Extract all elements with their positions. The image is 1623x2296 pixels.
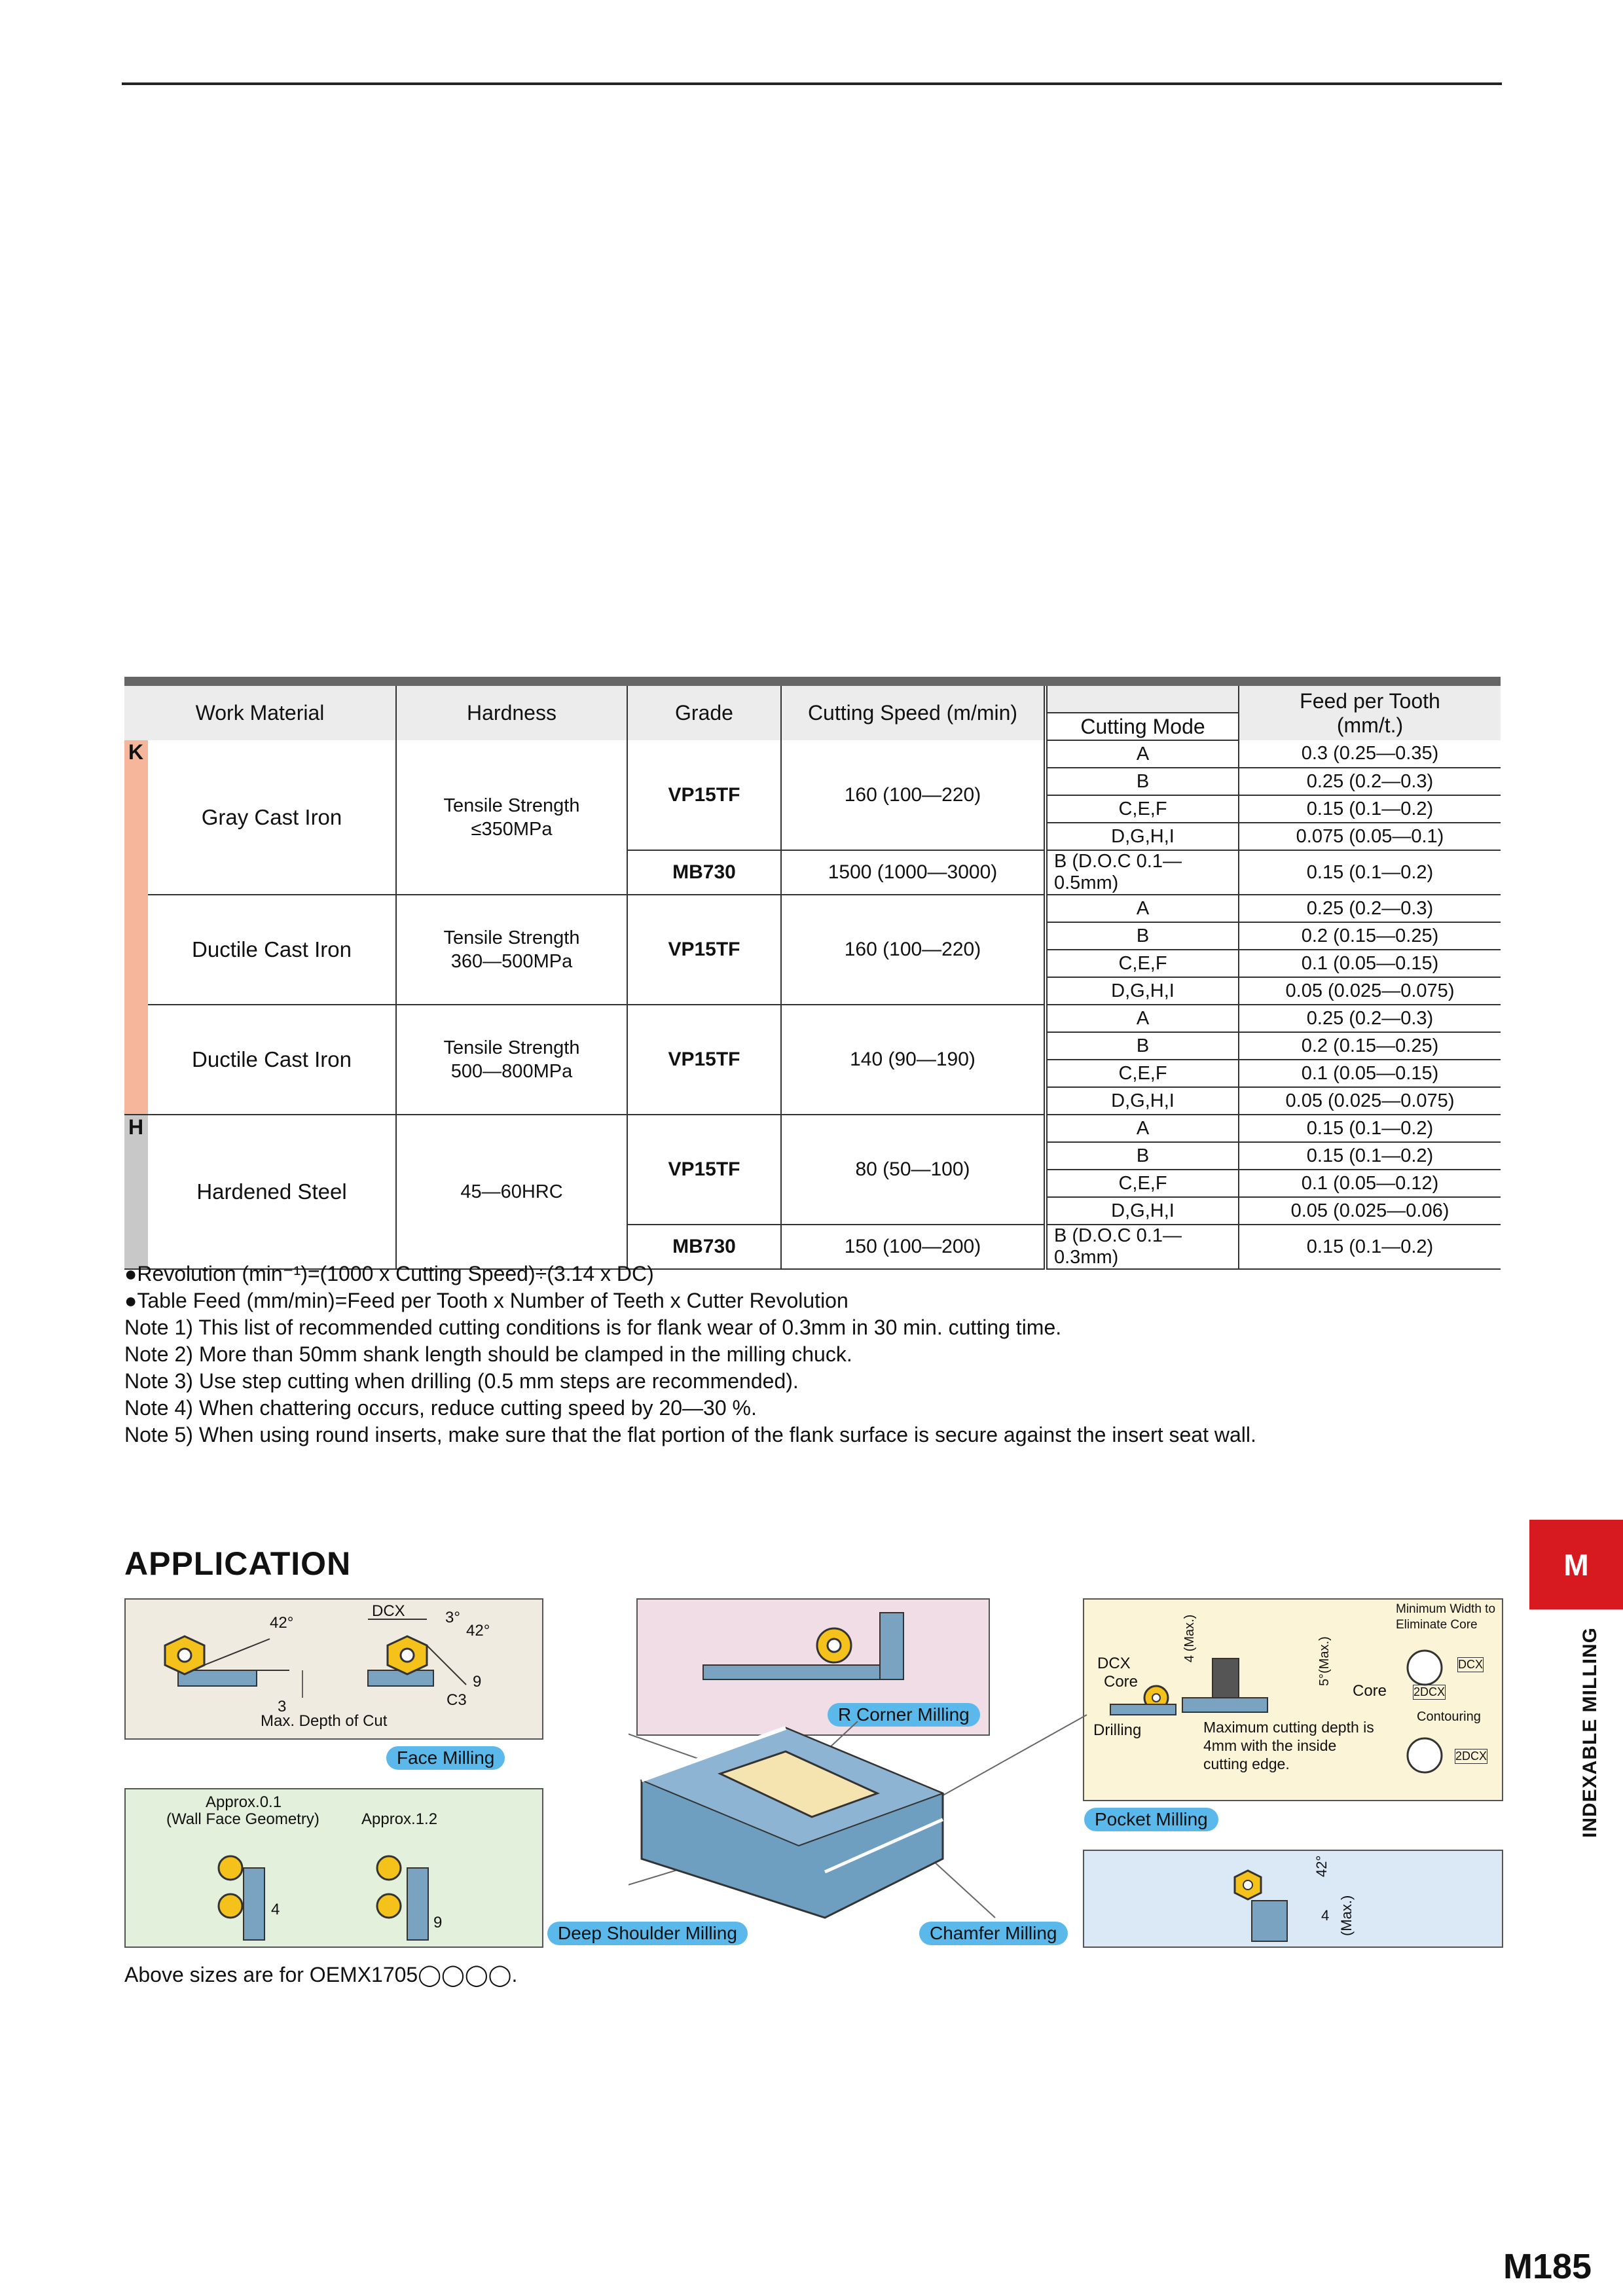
deep-shoulder-label: Deep Shoulder Milling xyxy=(547,1922,748,1945)
mode-cell: D,G,H,I xyxy=(1046,1197,1239,1225)
face-angle-2: 3° xyxy=(445,1609,460,1626)
feed-cell: 0.1 (0.05—0.15) xyxy=(1239,950,1501,977)
grade-cell: VP15TF xyxy=(627,895,781,1005)
shoulder-dim-9: 9 xyxy=(433,1914,443,1931)
shoulder-dim-4: 4 xyxy=(271,1901,280,1918)
group-h-label: H xyxy=(124,1115,148,1269)
header-work-material: Work Material xyxy=(124,681,396,740)
chamfer-max: (Max.) xyxy=(1338,1895,1355,1936)
deep-shoulder-box xyxy=(124,1788,543,1948)
speed-cell: 140 (90—190) xyxy=(781,1005,1046,1115)
speed-cell: 80 (50—100) xyxy=(781,1115,1046,1225)
pocket-core: Core xyxy=(1104,1673,1139,1691)
pocket-max-5: 5°(Max.) xyxy=(1317,1636,1332,1686)
pocket-core-2: Core xyxy=(1353,1682,1387,1700)
feed-cell: 0.15 (0.1—0.2) xyxy=(1239,1115,1501,1142)
grade-cell: VP15TF xyxy=(627,740,781,850)
pocket-max-4: 4 (Max.) xyxy=(1182,1614,1197,1662)
note-line: Note 5) When using round inserts, make sure that the flat portion of the flank surface is secure against the insert seat wall. xyxy=(124,1423,1256,1446)
feed-cell: 0.15 (0.1—0.2) xyxy=(1239,850,1501,895)
pocket-dcx: DCX xyxy=(1097,1655,1131,1672)
top-rule xyxy=(122,82,1502,85)
feed-cell: 0.25 (0.2—0.3) xyxy=(1239,1005,1501,1032)
pocket-dcx-tag: DCX xyxy=(1458,1658,1484,1671)
pocket-2dcx-2: 2DCX xyxy=(1455,1749,1487,1763)
mode-cell: D,G,H,I xyxy=(1046,977,1239,1005)
feed-cell: 0.05 (0.025—0.075) xyxy=(1239,1087,1501,1115)
mode-cell: C,E,F xyxy=(1046,795,1239,823)
shoulder-approx-01: Approx.0.1 xyxy=(206,1793,282,1811)
chamfer-label: Chamfer Milling xyxy=(919,1922,1068,1945)
material-ductile-cast-iron-2: Ductile Cast Iron xyxy=(148,1005,396,1115)
feed-cell: 0.1 (0.05—0.12) xyxy=(1239,1170,1501,1197)
mode-cell: C,E,F xyxy=(1046,1170,1239,1197)
pocket-desc-1: Maximum cutting depth is xyxy=(1203,1719,1374,1736)
mode-cell: B xyxy=(1046,768,1239,795)
pocket-desc-3: cutting edge. xyxy=(1203,1755,1290,1772)
pocket-milling-box xyxy=(1083,1598,1503,1801)
face-milling-box xyxy=(124,1598,543,1740)
speed-cell: 160 (100—220) xyxy=(781,895,1046,1005)
r-corner-label: R Corner Milling xyxy=(828,1703,980,1727)
note-line: Note 2) More than 50mm shank length should be clamped in the milling chuck. xyxy=(124,1342,852,1366)
notes-block xyxy=(124,1261,1499,1448)
material-hardened-steel: Hardened Steel xyxy=(148,1115,396,1269)
pocket-min-width-1: Minimum Width to xyxy=(1396,1602,1496,1616)
speed-cell: 160 (100—220) xyxy=(781,740,1046,850)
face-c3: C3 xyxy=(447,1691,467,1709)
face-angle-3: 42° xyxy=(466,1622,490,1640)
feed-cell: 0.05 (0.025—0.075) xyxy=(1239,977,1501,1005)
note-line: Note 3) Use step cutting when drilling (0.5 mm steps are recommended). xyxy=(124,1369,799,1393)
feed-cell: 0.25 (0.2—0.3) xyxy=(1239,768,1501,795)
grade-cell: MB730 xyxy=(627,850,781,895)
note-line: ●Table Feed (mm/min)=Feed per Tooth x Number of Teeth x Cutter Revolution xyxy=(124,1289,848,1312)
mode-cell: A xyxy=(1046,740,1239,768)
feed-cell: 0.15 (0.1—0.2) xyxy=(1239,795,1501,823)
mode-cell: B xyxy=(1046,1142,1239,1170)
mode-cell: B (D.O.C 0.1—0.5mm) xyxy=(1046,850,1239,895)
feed-cell: 0.05 (0.025—0.06) xyxy=(1239,1197,1501,1225)
workpiece-illustration xyxy=(629,1702,1113,1964)
mode-cell: A xyxy=(1046,895,1239,922)
header-grade: Grade xyxy=(627,681,781,740)
chamfer-box xyxy=(1083,1850,1503,1948)
chamfer-angle: 42° xyxy=(1313,1855,1330,1877)
header-cutting-mode: Cutting Mode xyxy=(1046,713,1239,740)
hardness-hardened: 45—60HRC xyxy=(396,1115,627,1269)
mode-cell: D,G,H,I xyxy=(1046,823,1239,850)
face-max-depth: Max. Depth of Cut xyxy=(261,1712,388,1730)
speed-cell: 150 (100—200) xyxy=(781,1225,1046,1269)
pocket-2dcx: 2DCX xyxy=(1413,1685,1446,1698)
mode-cell: D,G,H,I xyxy=(1046,1087,1239,1115)
feed-cell: 0.15 (0.1—0.2) xyxy=(1239,1142,1501,1170)
group-k-label: K xyxy=(124,740,148,1115)
note-line: ●Revolution (min⁻¹)=(1000 x Cutting Speed)÷(3.14 x DC) xyxy=(124,1262,654,1285)
header-cutting-speed: Cutting Speed (m/min) xyxy=(781,681,1046,740)
feed-cell: 0.2 (0.15—0.25) xyxy=(1239,1032,1501,1060)
grade-cell: VP15TF xyxy=(627,1005,781,1115)
header-feed-per-tooth: Feed per Tooth (mm/t.) xyxy=(1239,681,1501,740)
application-title: APPLICATION xyxy=(124,1545,352,1582)
chamfer-dim: 4 xyxy=(1321,1907,1330,1924)
pocket-desc-2: 4mm with the inside xyxy=(1203,1737,1337,1754)
mode-cell: B (D.O.C 0.1—0.3mm) xyxy=(1046,1225,1239,1269)
note-line: Note 4) When chattering occurs, reduce cutting speed by 20—30 %. xyxy=(124,1396,757,1420)
speed-cell: 1500 (1000—3000) xyxy=(781,850,1046,895)
page-number: M185 xyxy=(1503,2247,1592,2286)
mode-cell: B xyxy=(1046,922,1239,950)
face-dim-9: 9 xyxy=(473,1673,482,1691)
pocket-drilling: Drilling xyxy=(1093,1721,1142,1739)
hardness-ductile-1: Tensile Strength 360—500MPa xyxy=(396,895,627,1005)
feed-cell: 0.25 (0.2—0.3) xyxy=(1239,895,1501,922)
face-dim-3: 3 xyxy=(278,1698,287,1715)
section-tab-m[interactable]: M xyxy=(1529,1520,1623,1609)
face-angle-1: 42° xyxy=(270,1614,294,1632)
mode-cell: C,E,F xyxy=(1046,950,1239,977)
mode-cell: C,E,F xyxy=(1046,1060,1239,1087)
header-hardness: Hardness xyxy=(396,681,627,740)
feed-cell: 0.075 (0.05—0.1) xyxy=(1239,823,1501,850)
note-line: Note 1) This list of recommended cutting conditions is for flank wear of 0.3mm in 30 min. cutting time. xyxy=(124,1316,1062,1339)
feed-cell: 0.1 (0.05—0.15) xyxy=(1239,1060,1501,1087)
mode-cell: A xyxy=(1046,1115,1239,1142)
pocket-contouring: Contouring xyxy=(1417,1710,1481,1724)
mode-cell: A xyxy=(1046,1005,1239,1032)
face-dcx: DCX xyxy=(372,1602,405,1620)
shoulder-approx-12: Approx.1.2 xyxy=(361,1810,438,1828)
pocket-min-width-2: Eliminate Core xyxy=(1396,1618,1478,1632)
grade-cell: MB730 xyxy=(627,1225,781,1269)
material-gray-cast-iron: Gray Cast Iron xyxy=(148,740,396,895)
feed-cell: 0.3 (0.25—0.35) xyxy=(1239,740,1501,768)
material-ductile-cast-iron: Ductile Cast Iron xyxy=(148,895,396,1005)
hardness-gray: Tensile Strength ≤350MPa xyxy=(396,740,627,895)
sizes-footnote: Above sizes are for OEMX1705◯◯◯◯. xyxy=(124,1963,518,1986)
hardness-ductile-2: Tensile Strength 500—800MPa xyxy=(396,1005,627,1115)
shoulder-wall: (Wall Face Geometry) xyxy=(166,1810,319,1828)
grade-cell: VP15TF xyxy=(627,1115,781,1225)
feed-cell: 0.15 (0.1—0.2) xyxy=(1239,1225,1501,1269)
section-vertical-label: INDEXABLE MILLING xyxy=(1579,1627,1601,1838)
cutting-conditions-table xyxy=(124,677,1501,1270)
pocket-milling-label: Pocket Milling xyxy=(1084,1808,1218,1831)
chamfer-diagram xyxy=(1084,1851,1502,1946)
mode-cell: B xyxy=(1046,1032,1239,1060)
face-milling-label: Face Milling xyxy=(386,1746,505,1770)
feed-cell: 0.2 (0.15—0.25) xyxy=(1239,922,1501,950)
